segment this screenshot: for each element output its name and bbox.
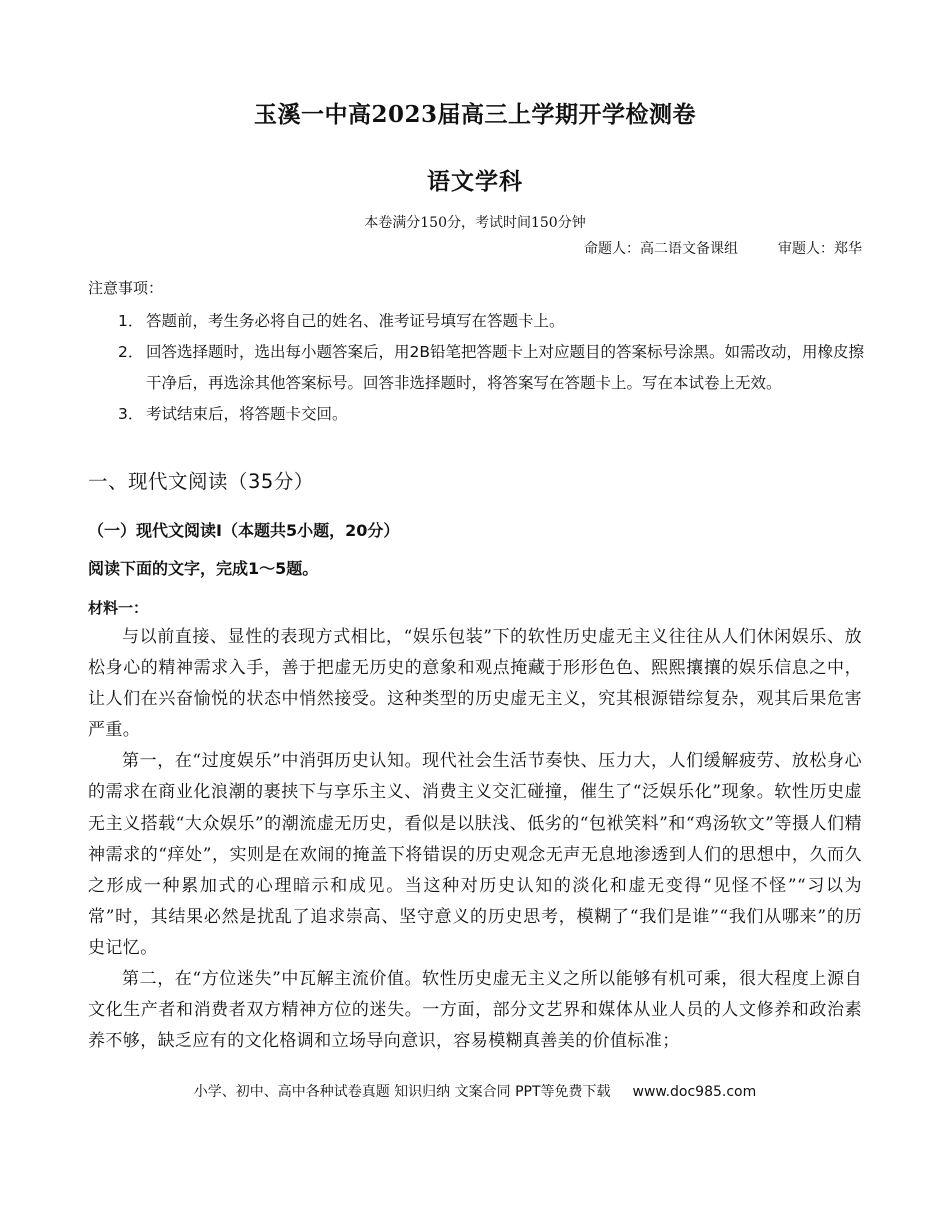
note-number: 1．	[118, 312, 144, 330]
subject-title: 语文学科	[427, 168, 523, 195]
reviewer: 审题人：郑华	[778, 241, 862, 257]
reading-instruction: 阅读下面的文字，完成1～5题。	[88, 559, 319, 578]
note-item	[118, 337, 870, 399]
footer	[0, 1081, 950, 1101]
paragraph: 与以前直接、显性的表现方式相比，“娱乐包装”下的软性历史虚无主义往往从人们休闲娱乐、放松身心的精神需求入手，善于把虚无历史的意象和观点掩藏于形形色色、熙熙攘攘的娱乐信息之中，让人们在兴奋愉悦的状态中悄然接受。这种类型的历史虚无主义，究其根源错综复杂，观其后果危害严重。	[88, 627, 862, 741]
notes-heading: 注意事项：	[88, 279, 164, 297]
paragraph: 第一，在“过度娱乐”中消弭历史认知。现代社会生活节奏快、压力大，人们缓解疲劳、放松身心的需求在商业化浪潮的裹挟下与享乐主义、消费主义交汇碰撞，催生了“泛娱乐化”现象。软性历史虚无主义搭载“大众娱乐”的潮流虚无历史，看似是以肤浅、低劣的“包袱笑料”和“鸡汤软文”等摄人们精神需求的“痒处”，实则是在欢闹的掩盖下将错误的历史观念无声无息地渗透到人们的思想中，久而久之形成一种累加式的心理暗示和成见。当这种对历史认知的淡化和虚无变得“见怪不怪”“习以为常”时，其结果必然是扰乱了追求崇高、坚守意义的历史思考，模糊了“我们是谁”“我们从哪来”的历史记忆。	[88, 751, 862, 958]
note-item	[118, 399, 870, 430]
setter: 命题人：高二语文备课组	[584, 241, 738, 257]
footer-site-link[interactable]: www.doc985.com	[632, 1084, 757, 1100]
notes-list	[118, 306, 870, 430]
section-heading: 一、现代文阅读（35分）	[88, 470, 314, 493]
note-number: 3．	[118, 405, 144, 423]
note-number: 2．	[118, 343, 144, 361]
footer-text: 小学、初中、高中各种试卷真题 知识归纳 文案合同 PPT等免费下载	[193, 1084, 611, 1100]
subsection-heading: （一）现代文阅读Ⅰ（本题共5小题，20分）	[88, 521, 400, 540]
paragraph: 第二，在“方位迷失”中瓦解主流价值。软性历史虚无主义之所以能够有机可乘，很大程度上源自文化生产者和消费者双方精神方位的迷失。一方面，部分文艺界和媒体从业人员的人文修养和政治素养不够，缺乏应有的文化格调和立场导向意识，容易模糊真善美的价值标准；	[88, 969, 862, 1052]
note-item	[118, 306, 870, 337]
authors-line	[584, 238, 862, 258]
note-text: 考试结束后，将答题卡交回。	[146, 405, 348, 423]
material-label: 材料一：	[88, 599, 149, 617]
note-text: 回答选择题时，选出每小题答案后，用2B铅笔把答题卡上对应题目的答案标号涂黑。如需改动，用橡皮擦干净后，再选涂其他答案标号。回答非选择题时，将答案写在答题卡上。写在本试卷上无效。	[146, 343, 864, 392]
exam-title: 玉溪一中高2023届高三上学期开学检测卷	[253, 101, 696, 128]
exam-info: 本卷满分150分，考试时间150分钟	[364, 215, 586, 231]
material-text	[88, 622, 862, 1057]
note-text: 答题前，考生务必将自己的姓名、准考证号填写在答题卡上。	[146, 312, 565, 330]
